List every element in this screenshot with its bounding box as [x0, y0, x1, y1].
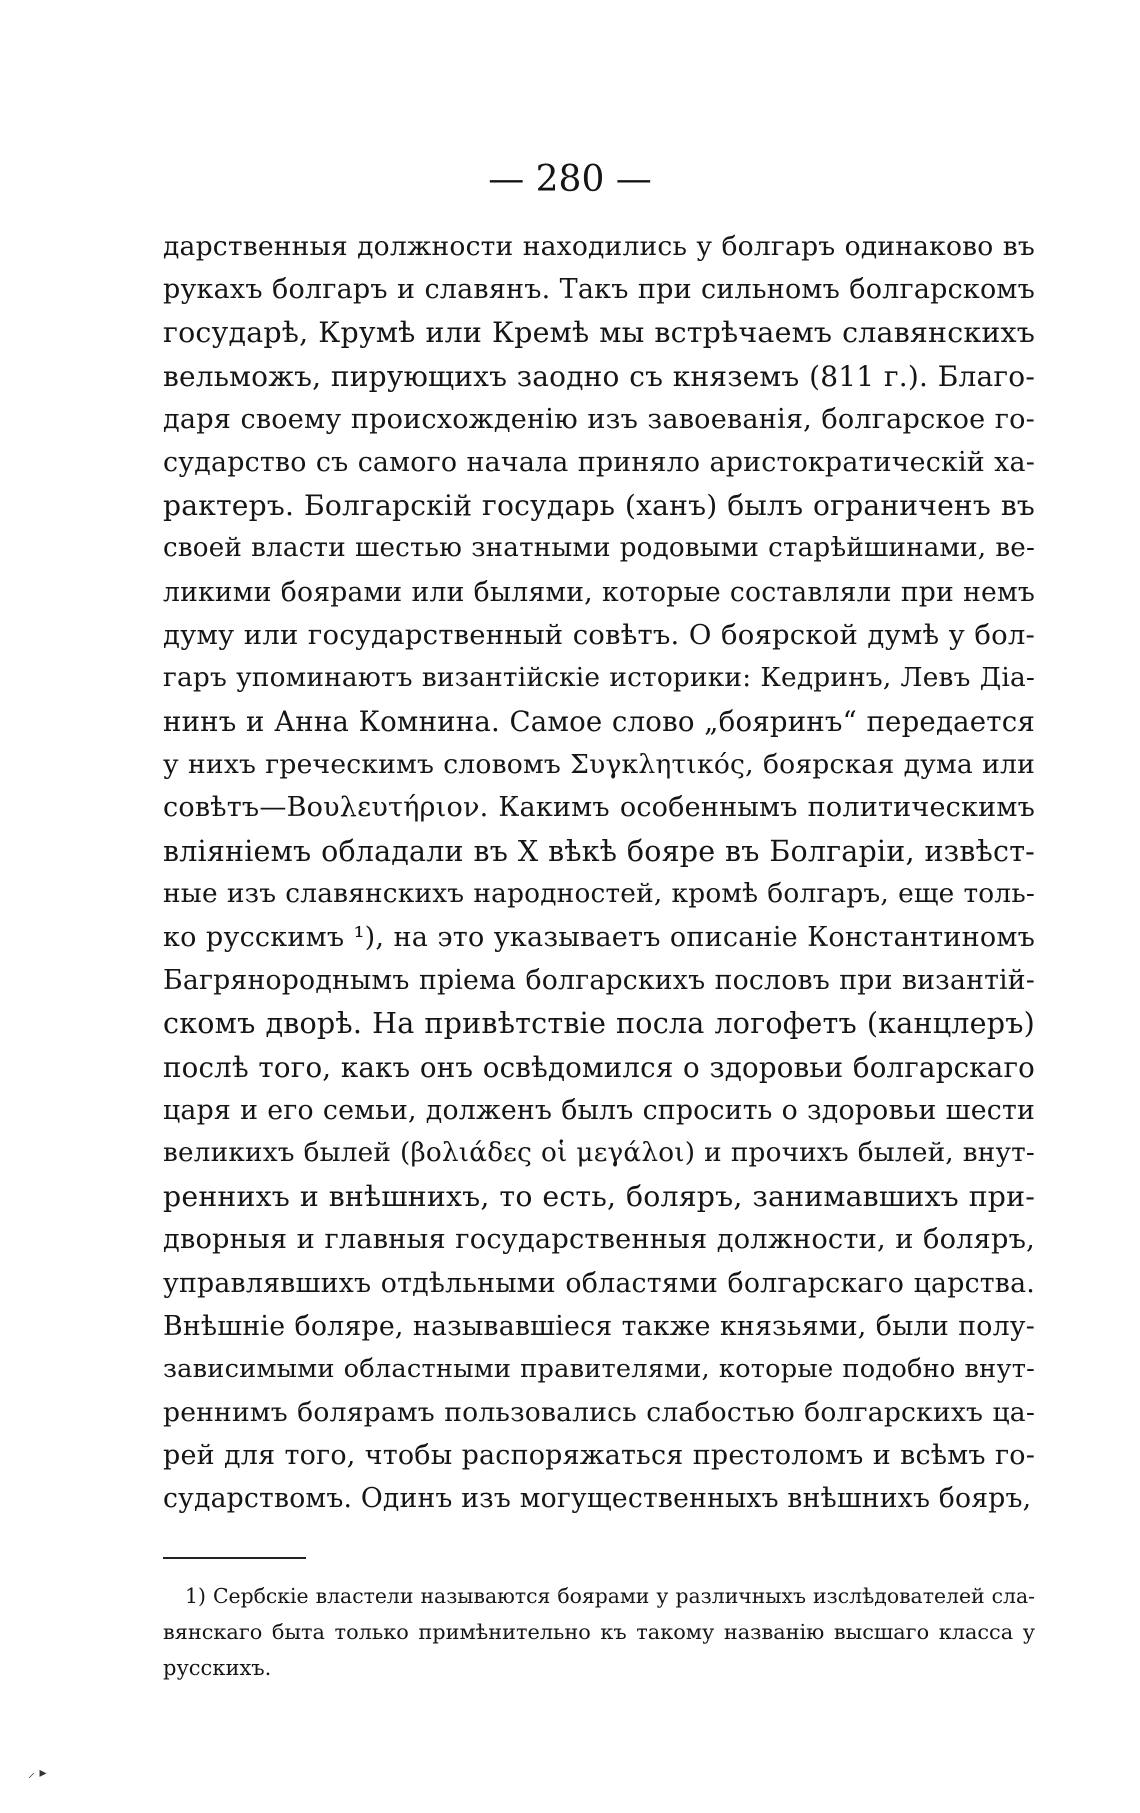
text-line: реннимъ болярамъ пользовались слабостью болгарскихъ ца- [163, 1397, 1035, 1429]
text-line: нинъ и Анна Комнина. Самое слово „бояринъ“ передается [163, 705, 1035, 739]
footnote-line: вянскаго быта только примѣнительно къ такому названію высшаго класса у [163, 1620, 1035, 1644]
text-line: даря своему происхожденію изъ завоеванія, болгарское го- [163, 403, 1035, 435]
text-line: сударствомъ. Одинъ изъ могущественныхъ внѣшнихъ бояръ, [163, 1483, 1032, 1515]
text-line: великихъ былей (βολιάδες οἱ μεγάλοι) и прочихъ былей, внут- [163, 1137, 1035, 1168]
text-line: рей для того, чтобы распоряжаться престоломъ и всѣмъ го- [163, 1440, 1035, 1472]
text-line: реннихъ и внѣшнихъ, то есть, боляръ, занимавшихъ при- [163, 1180, 1035, 1214]
text-line: царя и его семьи, долженъ былъ спросить о здоровьи шести [163, 1094, 1035, 1126]
text-line: рактеръ. Болгарскій государь (ханъ) былъ ограниченъ въ [163, 489, 1035, 523]
body-text [163, 225, 1035, 1521]
text-line: государѣ, Крумѣ или Кремѣ мы встрѣчаемъ славянскихъ [163, 316, 1035, 350]
footnote [163, 1578, 1035, 1686]
text-line: Внѣшніе боляре, называвшіеся также князьями, были полу- [163, 1310, 1035, 1342]
text-line: ликими боярами или былями, которые составляли при немъ [163, 576, 1035, 608]
text-line: управлявшихъ отдѣльными областями болгарскаго царства. [163, 1267, 1035, 1299]
margin-marks: ⸝ ▸ [28, 1765, 47, 1781]
text-line: Багрянороднымъ пріема болгарскихъ пословъ при византій- [163, 965, 1035, 997]
text-line: дворныя и главныя государственныя должности, и боляръ, [163, 1224, 1035, 1256]
text-line: послѣ того, какъ онъ освѣдомился о здоровьи болгарскаго [163, 1050, 1035, 1084]
text-line: сударство съ самого начала приняло аристократическій ха- [163, 446, 1035, 478]
text-line: зависимыми областными правителями, которые подобно внут- [163, 1353, 1035, 1384]
text-line: у нихъ греческимъ словомъ Συγκλητικός, боярская дума или [163, 749, 1035, 781]
text-line: думу или государственный совѣтъ. О боярской думѣ у бол- [163, 618, 1035, 651]
footnote-rule [163, 1557, 306, 1559]
text-line: рукахъ болгаръ и славянъ. Такъ при сильномъ болгарскомъ [163, 274, 1035, 306]
text-line: дарственныя должности находились у болгаръ одинаково въ [163, 231, 1035, 262]
text-line: ко русскимъ ¹), на это указываетъ описаніе Константиномъ [163, 922, 1035, 953]
text-line: гаръ упоминаютъ византійскіе историки: Кедринъ, Левъ Діа- [163, 662, 1035, 693]
text-line: вліяніемъ обладали въ X вѣкѣ бояре въ Болгаріи, извѣст- [163, 834, 1035, 868]
text-line: вельможъ, пирующихъ заодно съ княземъ (811 г.). Благо- [163, 359, 1035, 393]
text-line: ные изъ славянскихъ народностей, кромѣ болгаръ, еще толь- [163, 878, 1035, 909]
footnote-line: 1) Сербскіе властели называются боярами у различныхъ изслѣдователей сла- [185, 1584, 1035, 1608]
text-line: скомъ дворѣ. На привѣтствіе посла логофетъ (канцлеръ) [163, 1006, 1035, 1041]
text-line: совѣтъ—Βουλευτήριον. Какимъ особеннымъ политическимъ [163, 792, 1035, 824]
text-line: своей власти шестью знатными родовыми старѣйшинами, ве- [163, 533, 1035, 564]
footnote-line: русскихъ. [163, 1656, 272, 1680]
page-number: — 280 — [488, 159, 652, 200]
